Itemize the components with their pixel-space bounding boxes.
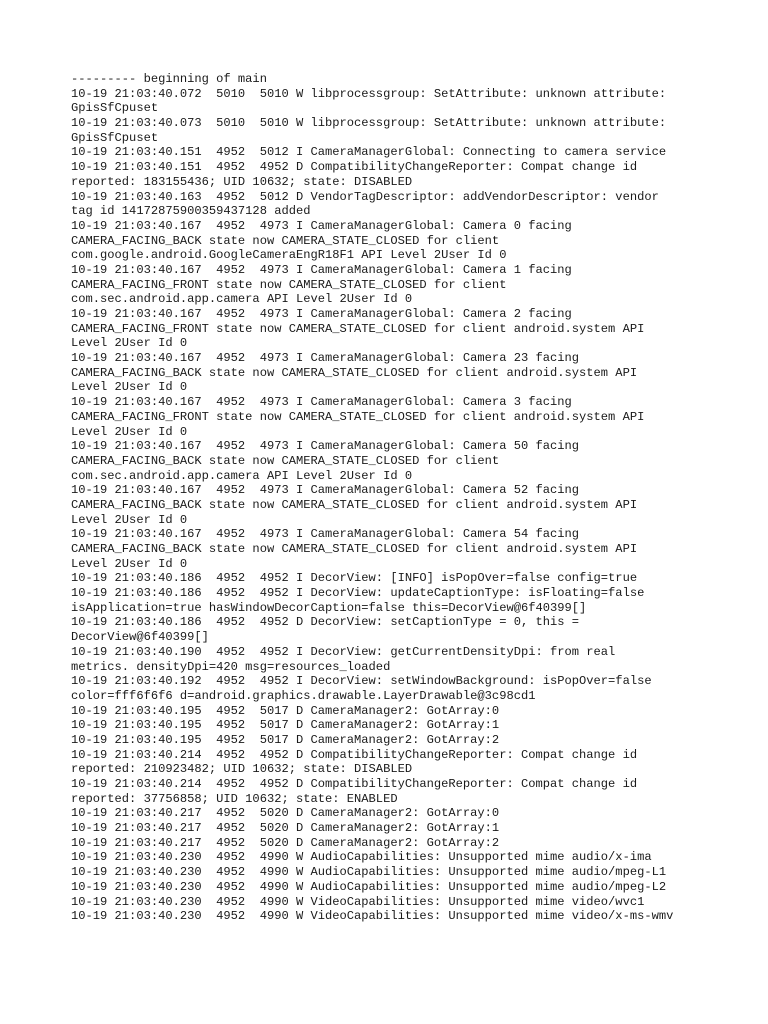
log-line: color=fff6f6f6 d=android.graphics.drawable.LayerDrawable@3c98cd1 bbox=[71, 688, 536, 703]
log-line: CAMERA_FACING_BACK state now CAMERA_STATE_CLOSED for client android.system API bbox=[71, 365, 638, 380]
log-line: tag id 14172875900359437128 added bbox=[71, 204, 311, 219]
log-line: --------- beginning of main bbox=[71, 72, 267, 86]
log-line: 10-19 21:03:40.167 4952 4973 I CameraManagerGlobal: Camera 50 facing bbox=[71, 439, 580, 454]
log-line: com.sec.android.app.camera API Level 2User Id 0 bbox=[71, 292, 413, 307]
log-line: CAMERA_FACING_FRONT state now CAMERA_STATE_CLOSED for client android.system API bbox=[71, 321, 645, 336]
log-line: CAMERA_FACING_BACK state now CAMERA_STATE_CLOSED for client bbox=[71, 233, 500, 248]
log-line: reported: 210923482; UID 10632; state: DISABLED bbox=[71, 762, 413, 777]
log-line: 10-19 21:03:40.167 4952 4973 I CameraManagerGlobal: Camera 0 facing bbox=[71, 218, 572, 233]
log-line: 10-19 21:03:40.167 4952 4973 I CameraManagerGlobal: Camera 2 facing bbox=[71, 307, 572, 321]
log-line: 10-19 21:03:40.190 4952 4952 I DecorView: getCurrentDensityDpi: from real bbox=[71, 644, 616, 659]
log-line: 10-19 21:03:40.230 4952 4990 W AudioCapabilities: Unsupported mime audio/x-ima bbox=[71, 850, 652, 865]
log-line: 10-19 21:03:40.072 5010 5010 W libprocessgroup: SetAttribute: unknown attribute: bbox=[71, 86, 667, 101]
document-page bbox=[71, 72, 711, 924]
log-line: Level 2User Id 0 bbox=[71, 336, 188, 351]
log-line: 10-19 21:03:40.186 4952 4952 D DecorView: setCaptionType = 0, this = bbox=[71, 615, 580, 630]
log-text bbox=[71, 72, 711, 924]
log-line: CAMERA_FACING_BACK state now CAMERA_STATE_CLOSED for client bbox=[71, 453, 500, 468]
log-line: 10-19 21:03:40.163 4952 5012 D VendorTagDescriptor: addVendorDescriptor: vendor bbox=[71, 189, 659, 204]
log-line: 10-19 21:03:40.167 4952 4973 I CameraManagerGlobal: Camera 23 facing bbox=[71, 351, 580, 366]
log-line: metrics. densityDpi=420 msg=resources_loaded bbox=[71, 659, 391, 674]
log-line: 10-19 21:03:40.167 4952 4973 I CameraManagerGlobal: Camera 1 facing bbox=[71, 262, 572, 277]
log-line: 10-19 21:03:40.230 4952 4990 W VideoCapabilities: Unsupported mime video/x-ms-wmv bbox=[71, 909, 674, 924]
log-line: 10-19 21:03:40.151 4952 4952 D CompatibilityChangeReporter: Compat change id bbox=[71, 160, 638, 175]
log-line: Level 2User Id 0 bbox=[71, 380, 188, 395]
log-line: isApplication=true hasWindowDecorCaption=false this=DecorView@6f40399[] bbox=[71, 600, 587, 615]
log-line: 10-19 21:03:40.151 4952 5012 I CameraManagerGlobal: Connecting to camera service bbox=[71, 145, 667, 160]
log-line: 10-19 21:03:40.217 4952 5020 D CameraManager2: GotArray:2 bbox=[71, 835, 500, 850]
log-line: GpisSfCpuset bbox=[71, 101, 159, 116]
log-line: 10-19 21:03:40.217 4952 5020 D CameraManager2: GotArray:1 bbox=[71, 821, 500, 836]
log-line: 10-19 21:03:40.167 4952 4973 I CameraManagerGlobal: Camera 52 facing bbox=[71, 483, 580, 498]
log-line: reported: 37756858; UID 10632; state: ENABLED bbox=[71, 791, 398, 806]
log-line: 10-19 21:03:40.195 4952 5017 D CameraManager2: GotArray:2 bbox=[71, 732, 500, 747]
log-line: 10-19 21:03:40.167 4952 4973 I CameraManagerGlobal: Camera 3 facing bbox=[71, 395, 572, 410]
log-line: 10-19 21:03:40.192 4952 4952 I DecorView: setWindowBackground: isPopOver=false bbox=[71, 674, 652, 689]
log-line: CAMERA_FACING_BACK state now CAMERA_STATE_CLOSED for client android.system API bbox=[71, 542, 638, 556]
log-line: Level 2User Id 0 bbox=[71, 556, 188, 571]
log-line: Level 2User Id 0 bbox=[71, 512, 188, 527]
log-line: 10-19 21:03:40.186 4952 4952 I DecorView: updateCaptionType: isFloating=false bbox=[71, 586, 645, 601]
log-line: Level 2User Id 0 bbox=[71, 424, 188, 439]
log-line: 10-19 21:03:40.230 4952 4990 W VideoCapabilities: Unsupported mime video/wvc1 bbox=[71, 894, 645, 909]
log-line: 10-19 21:03:40.214 4952 4952 D CompatibilityChangeReporter: Compat change id bbox=[71, 747, 638, 762]
log-line: DecorView@6f40399[] bbox=[71, 630, 209, 645]
log-line: 10-19 21:03:40.195 4952 5017 D CameraManager2: GotArray:0 bbox=[71, 703, 500, 718]
log-line: 10-19 21:03:40.186 4952 4952 I DecorView: [INFO] isPopOver=false config=true bbox=[71, 571, 638, 586]
log-line: com.google.android.GoogleCameraEngR18F1 API Level 2User Id 0 bbox=[71, 248, 507, 263]
log-line: 10-19 21:03:40.230 4952 4990 W AudioCapabilities: Unsupported mime audio/mpeg-L1 bbox=[71, 865, 667, 880]
log-line: CAMERA_FACING_FRONT state now CAMERA_STATE_CLOSED for client android.system API bbox=[71, 409, 645, 424]
log-line: CAMERA_FACING_BACK state now CAMERA_STATE_CLOSED for client android.system API bbox=[71, 497, 638, 512]
log-line: 10-19 21:03:40.195 4952 5017 D CameraManager2: GotArray:1 bbox=[71, 718, 500, 733]
log-line: CAMERA_FACING_FRONT state now CAMERA_STATE_CLOSED for client bbox=[71, 277, 507, 292]
log-line: 10-19 21:03:40.230 4952 4990 W AudioCapabilities: Unsupported mime audio/mpeg-L2 bbox=[71, 879, 667, 894]
log-line: GpisSfCpuset bbox=[71, 130, 159, 145]
log-line: reported: 183155436; UID 10632; state: DISABLED bbox=[71, 174, 413, 189]
log-line: 10-19 21:03:40.214 4952 4952 D CompatibilityChangeReporter: Compat change id bbox=[71, 777, 638, 791]
log-line: 10-19 21:03:40.217 4952 5020 D CameraManager2: GotArray:0 bbox=[71, 806, 500, 821]
log-line: 10-19 21:03:40.073 5010 5010 W libprocessgroup: SetAttribute: unknown attribute: bbox=[71, 116, 667, 131]
log-line: com.sec.android.app.camera API Level 2User Id 0 bbox=[71, 468, 413, 483]
log-line: 10-19 21:03:40.167 4952 4973 I CameraManagerGlobal: Camera 54 facing bbox=[71, 527, 580, 542]
